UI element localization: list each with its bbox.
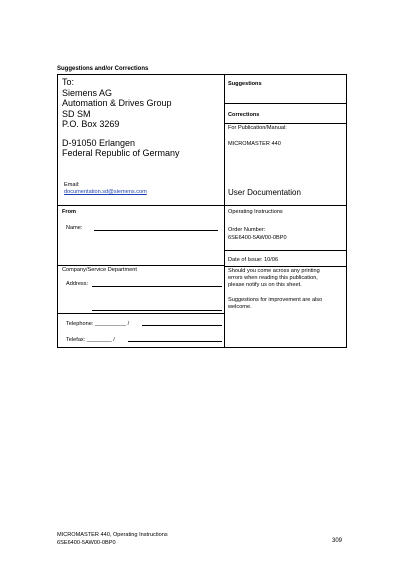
note-line: welcome. bbox=[228, 304, 252, 310]
from-divider bbox=[58, 205, 224, 206]
department: SD SM bbox=[62, 108, 91, 119]
company-divider bbox=[58, 265, 224, 266]
to-label: To: bbox=[62, 77, 75, 87]
country: Federal Republic of Germany bbox=[62, 148, 180, 158]
company-name: Siemens AG bbox=[62, 87, 113, 98]
company-label: Company/Service Department bbox=[62, 267, 137, 273]
footer bbox=[57, 531, 168, 547]
doc-divider bbox=[224, 205, 346, 206]
page-number: 309 bbox=[332, 538, 343, 544]
name-label: Name: bbox=[66, 225, 83, 231]
for-publication-label: For Publication/Manual: bbox=[228, 125, 287, 131]
po-box: P.O. Box 3269 bbox=[62, 119, 120, 129]
address-divider bbox=[58, 313, 224, 314]
telephone-label: Telephone: __________ / bbox=[66, 321, 130, 327]
order-divider bbox=[224, 250, 346, 251]
address-field-2[interactable] bbox=[92, 310, 222, 311]
note-line: errors when reading this publication, bbox=[228, 275, 318, 281]
order-number: 6SE6400-5AW00-0BP0 bbox=[228, 235, 287, 241]
operating-instructions: Operating Instructions bbox=[228, 209, 283, 215]
suggestions-divider bbox=[224, 103, 346, 104]
suggestions-label: Suggestions bbox=[228, 81, 262, 87]
page-heading: Suggestions and/or Corrections bbox=[57, 66, 149, 72]
printing-errors-note bbox=[228, 268, 320, 289]
telefax-field[interactable] bbox=[128, 341, 222, 342]
date-divider bbox=[224, 266, 346, 267]
from-label: From bbox=[62, 209, 76, 215]
recipient-address bbox=[62, 77, 180, 159]
improvement-note bbox=[228, 297, 322, 311]
email-link[interactable]: documentation.sd@siemens.com bbox=[64, 189, 147, 195]
date-of-issue: Date of Issue: 10/06 bbox=[228, 257, 279, 263]
note-line: Should you come across any printing bbox=[228, 268, 320, 274]
corrections-divider bbox=[224, 123, 346, 124]
footer-title: MICROMASTER 440, Operating Instructions bbox=[57, 532, 168, 538]
footer-order-number: 6SE6400-5AW00-0BP0 bbox=[57, 540, 116, 546]
note-line: please notify us on this sheet. bbox=[228, 282, 302, 288]
corrections-form bbox=[57, 74, 347, 348]
order-number-label: Order Number: bbox=[228, 227, 266, 233]
product-name: MICROMASTER 440 bbox=[228, 141, 281, 147]
name-field[interactable] bbox=[94, 230, 218, 231]
telephone-field[interactable] bbox=[142, 325, 222, 326]
address-label: Address: bbox=[66, 281, 89, 287]
city: D-91050 Erlangen bbox=[62, 137, 136, 148]
address-field-1[interactable] bbox=[92, 286, 222, 287]
telefax-label: Telefax: ________ / bbox=[66, 337, 115, 343]
email-label: Email: bbox=[64, 182, 80, 188]
doc-type: User Documentation bbox=[228, 188, 301, 197]
column-divider bbox=[224, 75, 225, 347]
group-name: Automation & Drives Group bbox=[62, 98, 172, 108]
note-line: Suggestions for improvement are also bbox=[228, 297, 323, 303]
corrections-label: Corrections bbox=[228, 112, 260, 118]
